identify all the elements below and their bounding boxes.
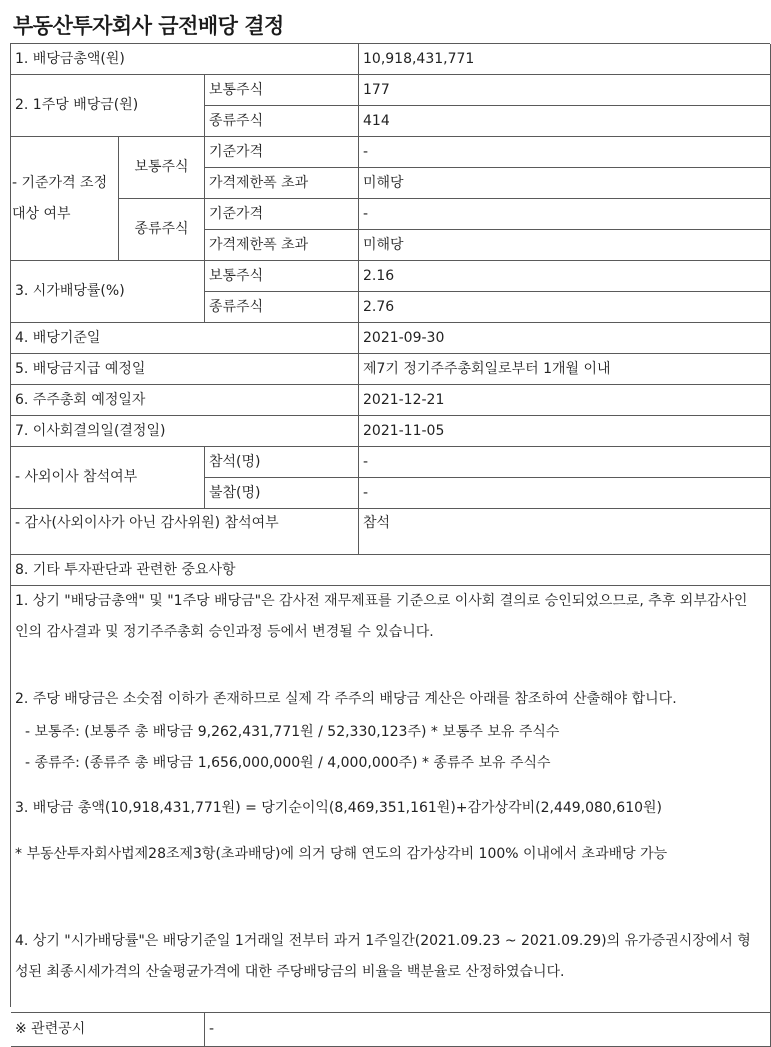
dividend-per-share-label: 2. 1주당 배당금(원) xyxy=(11,75,205,137)
note1-line1: 1. 상기 "배당금총액" 및 "1주당 배당금"은 감사전 재무제표를 기준으로 이사회 결의로 승인되었으므로, 추후 외부감사인 xyxy=(11,586,771,617)
price-adjustment-label: - 기준가격 조정 대상 여부 xyxy=(11,137,119,261)
dps-pref-value: 414 xyxy=(359,106,771,137)
note2-line1: 2. 주당 배당금은 소숫점 이하가 존재하므로 실제 각 주주의 배당금 계산은 아래를 참조하여 산출해야 합니다. xyxy=(11,684,771,715)
dividend-yield-label: 3. 시가배당률(%) xyxy=(11,261,205,323)
note5-line1: 4. 상기 "시가배당률"은 배당기준일 1거래일 전부터 과거 1주일간(2021.09.23 ~ 2021.09.29)의 유가증권시장에서 형 xyxy=(15,933,751,950)
yield-common-value: 2.16 xyxy=(359,261,771,292)
outside-present-label: 참석(명) xyxy=(205,447,359,478)
related-disclosure-value: - xyxy=(205,1013,771,1047)
adj-pref-label: 종류주식 xyxy=(119,199,205,261)
outside-absent-value: - xyxy=(359,478,771,509)
adj-base-price2-label: 기준가격 xyxy=(205,199,359,230)
page-title: 부동산투자회사 금전배당 결정 xyxy=(13,14,284,38)
dps-pref-label: 종류주식 xyxy=(205,106,359,137)
outside-directors-label: - 사외이사 참석여부 xyxy=(11,447,205,509)
yield-pref-label: 종류주식 xyxy=(205,292,359,323)
note-spacer-2 xyxy=(11,870,771,901)
total-dividend-value: 10,918,431,771 xyxy=(359,44,771,75)
record-date-value: 2021-09-30 xyxy=(359,323,771,354)
adj-limit2-label: 가격제한폭 초과 xyxy=(205,230,359,261)
note5 xyxy=(11,901,771,1013)
dps-common-label: 보통주식 xyxy=(205,75,359,106)
adj-limit2-value: 미해당 xyxy=(359,230,771,261)
adj-base-price-label: 기준가격 xyxy=(205,137,359,168)
note2-common-formula: - 보통주: (보통주 총 배당금 9,262,431,771원 / 52,330,123주) * 보통주 보유 주식수 xyxy=(25,723,560,740)
note2-details xyxy=(11,715,771,780)
note-spacer-1 xyxy=(11,648,771,684)
yield-pref-value: 2.76 xyxy=(359,292,771,323)
related-disclosure-label: ※ 관련공시 xyxy=(11,1013,205,1047)
other-matters-label: 8. 기타 투자판단과 관련한 중요사항 xyxy=(11,555,771,586)
adj-base-price2-value: - xyxy=(359,199,771,230)
shareholders-meeting-value: 2021-12-21 xyxy=(359,385,771,416)
yield-common-label: 보통주식 xyxy=(205,261,359,292)
adj-limit-label: 가격제한폭 초과 xyxy=(205,168,359,199)
outside-absent-label: 불참(명) xyxy=(205,478,359,509)
payment-date-label: 5. 배당금지급 예정일 xyxy=(11,354,359,385)
note3: 3. 배당금 총액(10,918,431,771원) = 당기순이익(8,469,351,161원)+감가상각비(2,449,080,610원) xyxy=(11,780,771,824)
adj-common-label: 보통주식 xyxy=(119,137,205,199)
outside-present-value: - xyxy=(359,447,771,478)
dps-common-value: 177 xyxy=(359,75,771,106)
note4: * 부동산투자회사법제28조제3항(초과배당)에 의거 당해 연도의 감가상각비 100% 이내에서 초과배당 가능 xyxy=(11,824,771,870)
total-dividend-label: 1. 배당금총액(원) xyxy=(11,44,359,75)
shareholders-meeting-label: 6. 주주총회 예정일자 xyxy=(11,385,359,416)
note1-line2: 인의 감사결과 및 정기주주총회 승인과정 등에서 변경될 수 있습니다. xyxy=(11,617,771,648)
record-date-label: 4. 배당기준일 xyxy=(11,323,359,354)
audit-attendance-value: 참석 xyxy=(359,509,771,555)
note2-pref-formula: - 종류주: (종류주 총 배당금 1,656,000,000원 / 4,000,000주) * 종류주 보유 주식수 xyxy=(25,754,551,771)
board-resolution-label: 7. 이사회결의일(결정일) xyxy=(11,416,359,447)
adj-limit-value: 미해당 xyxy=(359,168,771,199)
audit-attendance-label: - 감사(사외이사가 아닌 감사위원) 참석여부 xyxy=(11,509,359,555)
payment-date-value: 제7기 정기주주총회일로부터 1개월 이내 xyxy=(359,354,771,385)
note5-line2: 성된 최종시세가격의 산술평균가격에 대한 주당배당금의 비율을 백분율로 산정하였습니다. xyxy=(15,963,565,980)
adj-base-price-value: - xyxy=(359,137,771,168)
disclosure-table xyxy=(10,43,770,1038)
board-resolution-value: 2021-11-05 xyxy=(359,416,771,447)
